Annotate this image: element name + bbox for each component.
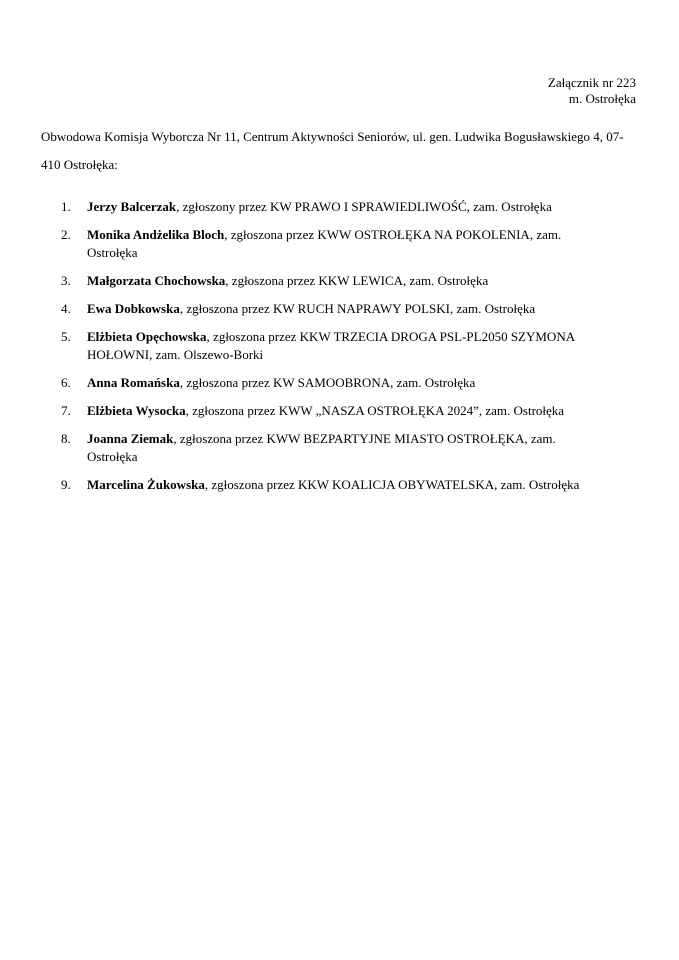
item-text (87, 374, 641, 392)
item-text (87, 226, 641, 262)
member-details: , zgłoszona przez KW SAMOOBRONA, zam. Ostrołęka (179, 375, 476, 390)
member-details: , zgłoszona przez KKW LEWICA, zam. Ostrołęka (225, 273, 489, 288)
member-name: Anna Romańska (87, 375, 180, 390)
item-number: 4. (61, 301, 71, 316)
member-name: Ewa Dobkowska (87, 301, 180, 316)
item-number: 3. (61, 273, 71, 288)
member-name: Małgorzata Chochowska (87, 273, 226, 288)
item-text (87, 430, 641, 466)
member-name: Elżbieta Opęchowska (87, 329, 207, 344)
item-text (87, 476, 641, 494)
item-number: 7. (61, 403, 71, 418)
item-text (87, 402, 641, 420)
item-text (87, 328, 641, 364)
list-item (41, 198, 641, 216)
list-item (41, 300, 641, 318)
member-details: , zgłoszona przez KW RUCH NAPRAWY POLSKI, zam. Ostrołęka (179, 301, 536, 316)
member-name: Elżbieta Wysocka (87, 403, 186, 418)
list-item (41, 430, 641, 466)
attachment-city: m. Ostrołęka (568, 91, 636, 106)
item-text (87, 272, 641, 290)
item-number: 6. (61, 375, 71, 390)
list-item (41, 328, 641, 364)
attachment-number: Załącznik nr 223 (547, 75, 636, 90)
member-name: Jerzy Balcerzak (87, 199, 177, 214)
member-name: Monika Andżelika Bloch (87, 227, 225, 242)
item-text (87, 198, 641, 216)
commission-intro: Obwodowa Komisja Wyborcza Nr 11, Centrum Aktywności Seniorów, ul. gen. Ludwika Bogusławskiego 4, 07-410 Ostrołęka: (41, 129, 624, 172)
attachment-header (548, 75, 636, 107)
member-details: , zgłoszona przez KKW TRZECIA DROGA PSL-PL2050 SZYMONA HOŁOWNI, zam. Olszewo-Borki (87, 329, 575, 362)
item-number: 5. (61, 329, 71, 344)
member-details: , zgłoszona przez KWW „NASZA OSTROŁĘKA 2024”, zam. Ostrołęka (185, 403, 565, 418)
member-details: , zgłoszona przez KWW BEZPARTYJNE MIASTO OSTROŁĘKA, zam. Ostrołęka (87, 431, 556, 464)
member-name: Marcelina Żukowska (87, 477, 205, 492)
item-number: 2. (61, 227, 71, 242)
list-item (41, 402, 641, 420)
member-details: , zgłoszona przez KKW KOALICJA OBYWATELSKA, zam. Ostrołęka (204, 477, 580, 492)
list-item (41, 272, 641, 290)
member-details: , zgłoszony przez KW PRAWO I SPRAWIEDLIWOŚĆ, zam. Ostrołęka (176, 199, 552, 214)
list-item (41, 226, 641, 262)
list-item (41, 476, 641, 494)
item-number: 1. (61, 199, 71, 214)
item-number: 8. (61, 431, 71, 446)
list-item (41, 374, 641, 392)
member-name: Joanna Ziemak (87, 431, 174, 446)
member-list (41, 198, 641, 504)
member-details: , zgłoszona przez KWW OSTROŁĘKA NA POKOLENIA, zam. Ostrołęka (87, 227, 562, 260)
item-text (87, 300, 641, 318)
item-number: 9. (61, 477, 71, 492)
